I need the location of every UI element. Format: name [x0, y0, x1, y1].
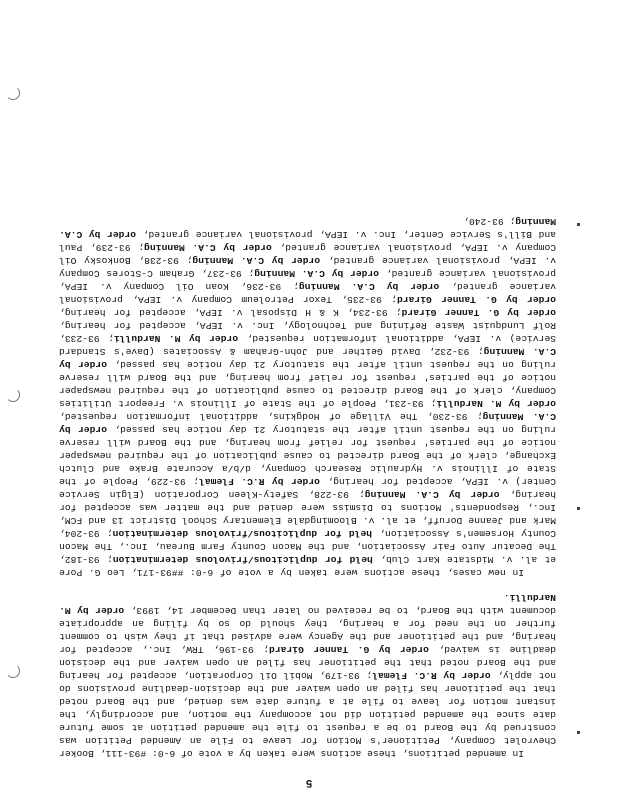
text-run: ; 93-232, David Geither and John-Graham & Associates (Dave's Standard Service) v. IEPA, additional information requested,: [58, 333, 556, 357]
text-run: ; 93-230, The Village of Hodgkins, additional information requested,: [58, 411, 483, 422]
text-run: ; 93-236, Koan Oil Company v. IEPA, provisional variance granted,: [59, 268, 556, 292]
order-attribution: order by C.A. Manning: [59, 216, 556, 240]
text-run: ; 93-238, Bonkosky Oil Company v. IEPA, provisional variance granted,: [59, 242, 556, 266]
order-attribution: order by C.A. Manning: [254, 268, 380, 279]
text-run: ; 93-182, The Decatur Auto Fair Association, and the Macon County Farm Bureau, Inc., The Macon County Horsemen's Association,: [59, 528, 556, 565]
order-attribution: order by C.A. Manning: [192, 255, 321, 266]
text-run: ; 93-231, People of the State of Illinois v. Freeport Utilities Company, clerk of the Board directed to cause publication of the required newspaper notice of the parties' request for relief from hearing, and the Board will reserve ruling on the request until after the statutory 21 day notice has passed,: [59, 359, 556, 409]
text-run: ; 93-240,: [463, 216, 516, 227]
paragraph-new-cases: [59, 215, 556, 579]
margin-mark-top: [6, 664, 20, 678]
order-attribution: order by R.C. Flemal: [198, 476, 320, 487]
text-run: ; 93-229, People of the State of Illinois v. Hydraulic Research Company, d/b/a Accurate Brake and Clutch Exchange, clerk of the Board directed to cause publication of the required newspaper notice of the parties' request for relief from hearing, and the Board will reserve ruling on the request until after the statutory 21 day notice has passed,: [59, 424, 556, 487]
order-attribution: order by M. Nardulli: [436, 398, 556, 409]
text-run: ; 93-204, Mark and Jeanne Doruff, et al. v. Bloomingdale Elementary School District 13 and FCM, Inc., Respondents' Motions to Dismiss were denied and the matter was accepted for hearing,: [59, 489, 556, 539]
document-body: [59, 203, 556, 760]
order-attribution: order by G. Tanner Girard: [401, 307, 556, 318]
order-attribution: order by C.A. Manning: [59, 411, 556, 435]
text-run: In new cases, these actions were taken by a vote of 6-0: ##93-171, Leo G. Pore et al. v. Midstate Kart Club,: [59, 554, 556, 578]
order-attribution: order by G. Tanner Girard: [268, 644, 429, 655]
text-run: ; 93-239, Paul and Bill's Service Center, Inc. v. IEPA, provisional variance granted,: [59, 229, 556, 253]
text-run: ; 93-228, Safety-Kleen Corporation (Elgin Service Center) v. IEPA, accepted for hearing,: [58, 476, 556, 500]
order-attribution: order by M. Nardulli: [59, 592, 556, 616]
order-attribution: held for duplicitous/frivolous determination: [112, 528, 373, 539]
order-attribution: order by G. Tanner Girard: [396, 294, 556, 305]
scan-speck: [577, 507, 580, 510]
scan-speck: [577, 731, 580, 734]
order-attribution: held for duplicitous/frivolous determination: [112, 554, 373, 565]
text-run: ; 93-237, Graham C-Stores Company v. IEPA, provisional variance granted,: [58, 255, 556, 279]
order-attribution: order by C.A. Manning: [59, 346, 556, 370]
order-attribution: order by R.C. Flemal: [372, 670, 491, 681]
order-attribution: order by C.A. Manning: [298, 281, 440, 292]
text-run: ; 93-233, Rolf Lundquist Waste Refining and Technology, Inc. v. IEPA, accepted for hearing,: [59, 320, 556, 344]
text-run: In amended petitions, these actions were taken by a vote of 6-0: #93-111, Booker Chevrolet Company, Petitioner's Motion for Leave to File an Amended Petition was construed by the Board to be a request to file the amended petition at some future date since the amended petition did not accompany the motion, and accordingly, the instant motion for leave to file at a future date was denied, and the Board noted that the petitioner has filed an open waiver and the decision-deadline provisions do not apply,: [59, 670, 556, 759]
margin-mark-bottom: [6, 86, 20, 100]
order-attribution: order by M. Nardulli: [113, 333, 239, 344]
text-run: ; 93-235, Texor Petroleum Company v. IEPA, provisional variance granted,: [59, 281, 556, 305]
order-attribution: order by C.A. Manning: [144, 242, 272, 253]
text-run: ; 93-179, Mobil Oil Corporation, accepted for hearing and the Board noted that the petitioner has filed an open waiver and the decision deadline is waived,: [59, 644, 556, 681]
scan-speck: [577, 223, 580, 226]
page-number: 5: [305, 776, 313, 788]
text-run: .: [503, 592, 510, 603]
margin-mark-middle: [6, 388, 20, 402]
paragraph-amended-petitions: [59, 591, 556, 760]
text-run: ; 93-196, TRW, Inc., accepted for hearing, and the petitioner and the Agency were advised that if they wish to comment further on the need for a hearing, they should do so by filing an appropriate document with the Board, to be received no later than December 14, 1993,: [59, 605, 556, 655]
text-run: ; 93-234, K & H Disposal v. IEPA, accepted for hearing,: [59, 307, 402, 318]
order-attribution: order by C.A. Manning: [364, 489, 500, 500]
